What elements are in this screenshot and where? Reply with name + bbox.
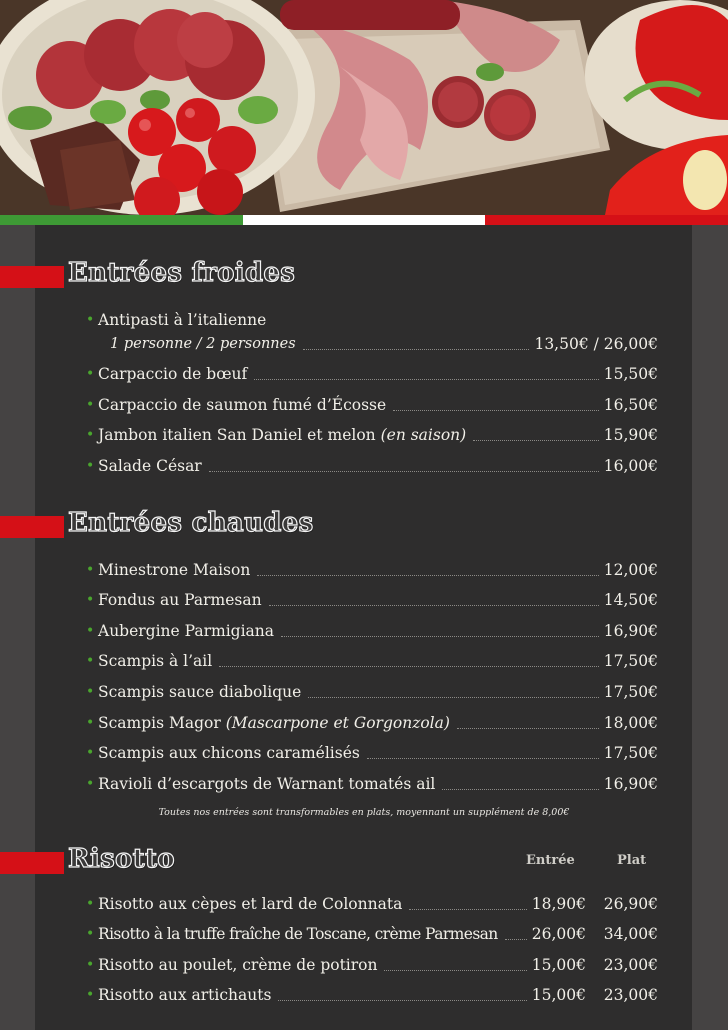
list-item [86, 943, 658, 974]
bullet-icon: • [86, 926, 95, 943]
item-price: 16,00€ [603, 456, 658, 475]
bullet-icon: • [86, 592, 95, 609]
list-item [86, 548, 658, 579]
list-item [86, 609, 658, 640]
flag-red [485, 215, 728, 225]
leader-dots [209, 470, 599, 472]
leader-dots [269, 604, 599, 606]
item-name: Risotto aux artichauts [98, 986, 272, 1005]
item-price-plat: 23,00€ [603, 955, 658, 974]
bullet-icon: • [86, 895, 95, 912]
flag-white [243, 215, 486, 225]
list-item [86, 383, 658, 414]
list-item [86, 298, 658, 329]
item-name: Antipasti à l’italienne [98, 310, 267, 329]
item-name: Risotto aux cèpes et lard de Colonnata [98, 894, 403, 913]
bullet-icon: • [86, 714, 95, 731]
item-note: (en saison) [380, 426, 467, 445]
item-note: (Mascarpone et Gorgonzola) [225, 713, 450, 732]
item-price: 14,50€ [603, 591, 658, 610]
charcuterie-illustration [0, 0, 728, 215]
item-price: 13,50€ / 26,00€ [534, 334, 658, 353]
section-marker [0, 266, 64, 288]
leader-dots [303, 348, 530, 350]
bullet-icon: • [86, 653, 95, 670]
item-name: Scampis sauce diabolique [98, 682, 302, 701]
leader-dots [254, 378, 599, 380]
item-price: 17,50€ [603, 652, 658, 671]
bullet-icon: • [86, 987, 95, 1004]
item-price: 17,50€ [603, 682, 658, 701]
bullet-icon: • [86, 396, 95, 413]
italian-flag-stripe [0, 215, 728, 225]
leader-dots [384, 969, 526, 971]
item-price: 15,90€ [603, 426, 658, 445]
leader-dots [257, 574, 598, 576]
leader-dots [281, 635, 599, 637]
item-price: 16,50€ [603, 395, 658, 414]
leader-dots [505, 938, 527, 940]
item-name: Aubergine Parmigiana [98, 621, 275, 640]
leader-dots [393, 409, 599, 411]
item-name: Salade César [98, 456, 202, 475]
bullet-icon: • [86, 366, 95, 383]
leader-dots [278, 999, 526, 1001]
item-price: 15,50€ [603, 365, 658, 384]
item-price: 18,00€ [603, 713, 658, 732]
item-price: 17,50€ [603, 744, 658, 763]
bullet-icon: • [86, 561, 95, 578]
leader-dots [219, 665, 599, 667]
item-name: Risotto à la truffe fraîche de Toscane, crème Parmesan [98, 925, 498, 944]
item-price-plat: 34,00€ [603, 925, 658, 944]
risotto-list [86, 882, 658, 1004]
footnote: Toutes nos entrées sont transformables en plats, moyennant un supplément de 8,00€ [158, 807, 570, 818]
item-price: 16,90€ [603, 774, 658, 793]
item-name: Scampis à l’ail [98, 652, 213, 671]
bullet-icon: • [86, 311, 95, 328]
leader-dots [367, 757, 599, 759]
item-name: Scampis aux chicons caramélisés [98, 744, 360, 763]
list-item [86, 913, 658, 944]
section-marker [0, 516, 64, 538]
leader-dots [442, 788, 598, 790]
list-item [86, 670, 658, 701]
hot-starters-list [86, 548, 658, 793]
item-name: Carpaccio de saumon fumé d’Écosse [98, 395, 387, 414]
column-header-plat: Plat [617, 853, 647, 868]
cold-starters-list [86, 298, 658, 475]
bullet-icon: • [86, 775, 95, 792]
item-price-plat: 23,00€ [603, 986, 658, 1005]
bullet-icon: • [86, 622, 95, 639]
item-name: Fondus au Parmesan [98, 591, 262, 610]
flag-green [0, 215, 243, 225]
item-name: 1 personne / 2 personnes [110, 335, 296, 352]
leader-dots [409, 908, 526, 910]
item-price-plat: 26,90€ [603, 894, 658, 913]
section-title: Entrées froides [68, 258, 296, 288]
item-price: 16,90€ [603, 621, 658, 640]
item-price-entree: 26,00€ [531, 925, 586, 944]
column-header-entree: Entrée [526, 853, 575, 868]
list-item [86, 732, 658, 763]
item-price: 12,00€ [603, 560, 658, 579]
list-item [86, 444, 658, 475]
hero-photo [0, 0, 728, 215]
item-price-entree: 15,00€ [531, 986, 586, 1005]
item-price-entree: 18,90€ [531, 894, 586, 913]
list-item [86, 974, 658, 1005]
item-name: Carpaccio de bœuf [98, 365, 248, 384]
list-item [86, 882, 658, 913]
bullet-icon: • [86, 457, 95, 474]
bullet-icon: • [86, 745, 95, 762]
section-title: Entrées chaudes [68, 508, 314, 538]
item-price-entree: 15,00€ [531, 955, 586, 974]
list-item [86, 579, 658, 610]
list-item [86, 762, 658, 793]
list-item [86, 701, 658, 732]
leader-dots [457, 727, 599, 729]
list-item [86, 414, 658, 445]
leader-dots [308, 696, 598, 698]
list-item [86, 353, 658, 384]
item-name: Minestrone Maison [98, 560, 251, 579]
section-title: Risotto [68, 844, 175, 874]
section-marker [0, 852, 64, 874]
bullet-icon: • [86, 427, 95, 444]
list-item [86, 640, 658, 671]
leader-dots [473, 439, 599, 441]
bullet-icon: • [86, 683, 95, 700]
item-name: Ravioli d’escargots de Warnant tomatés ail [98, 774, 436, 793]
item-name: Risotto au poulet, crème de potiron [98, 955, 378, 974]
item-name: Scampis Magor (Mascarpone et Gorgonzola) [98, 713, 450, 732]
list-item [86, 329, 658, 353]
bullet-icon: • [86, 956, 95, 973]
item-name: Jambon italien San Daniel et melon (en saison) [98, 426, 467, 445]
